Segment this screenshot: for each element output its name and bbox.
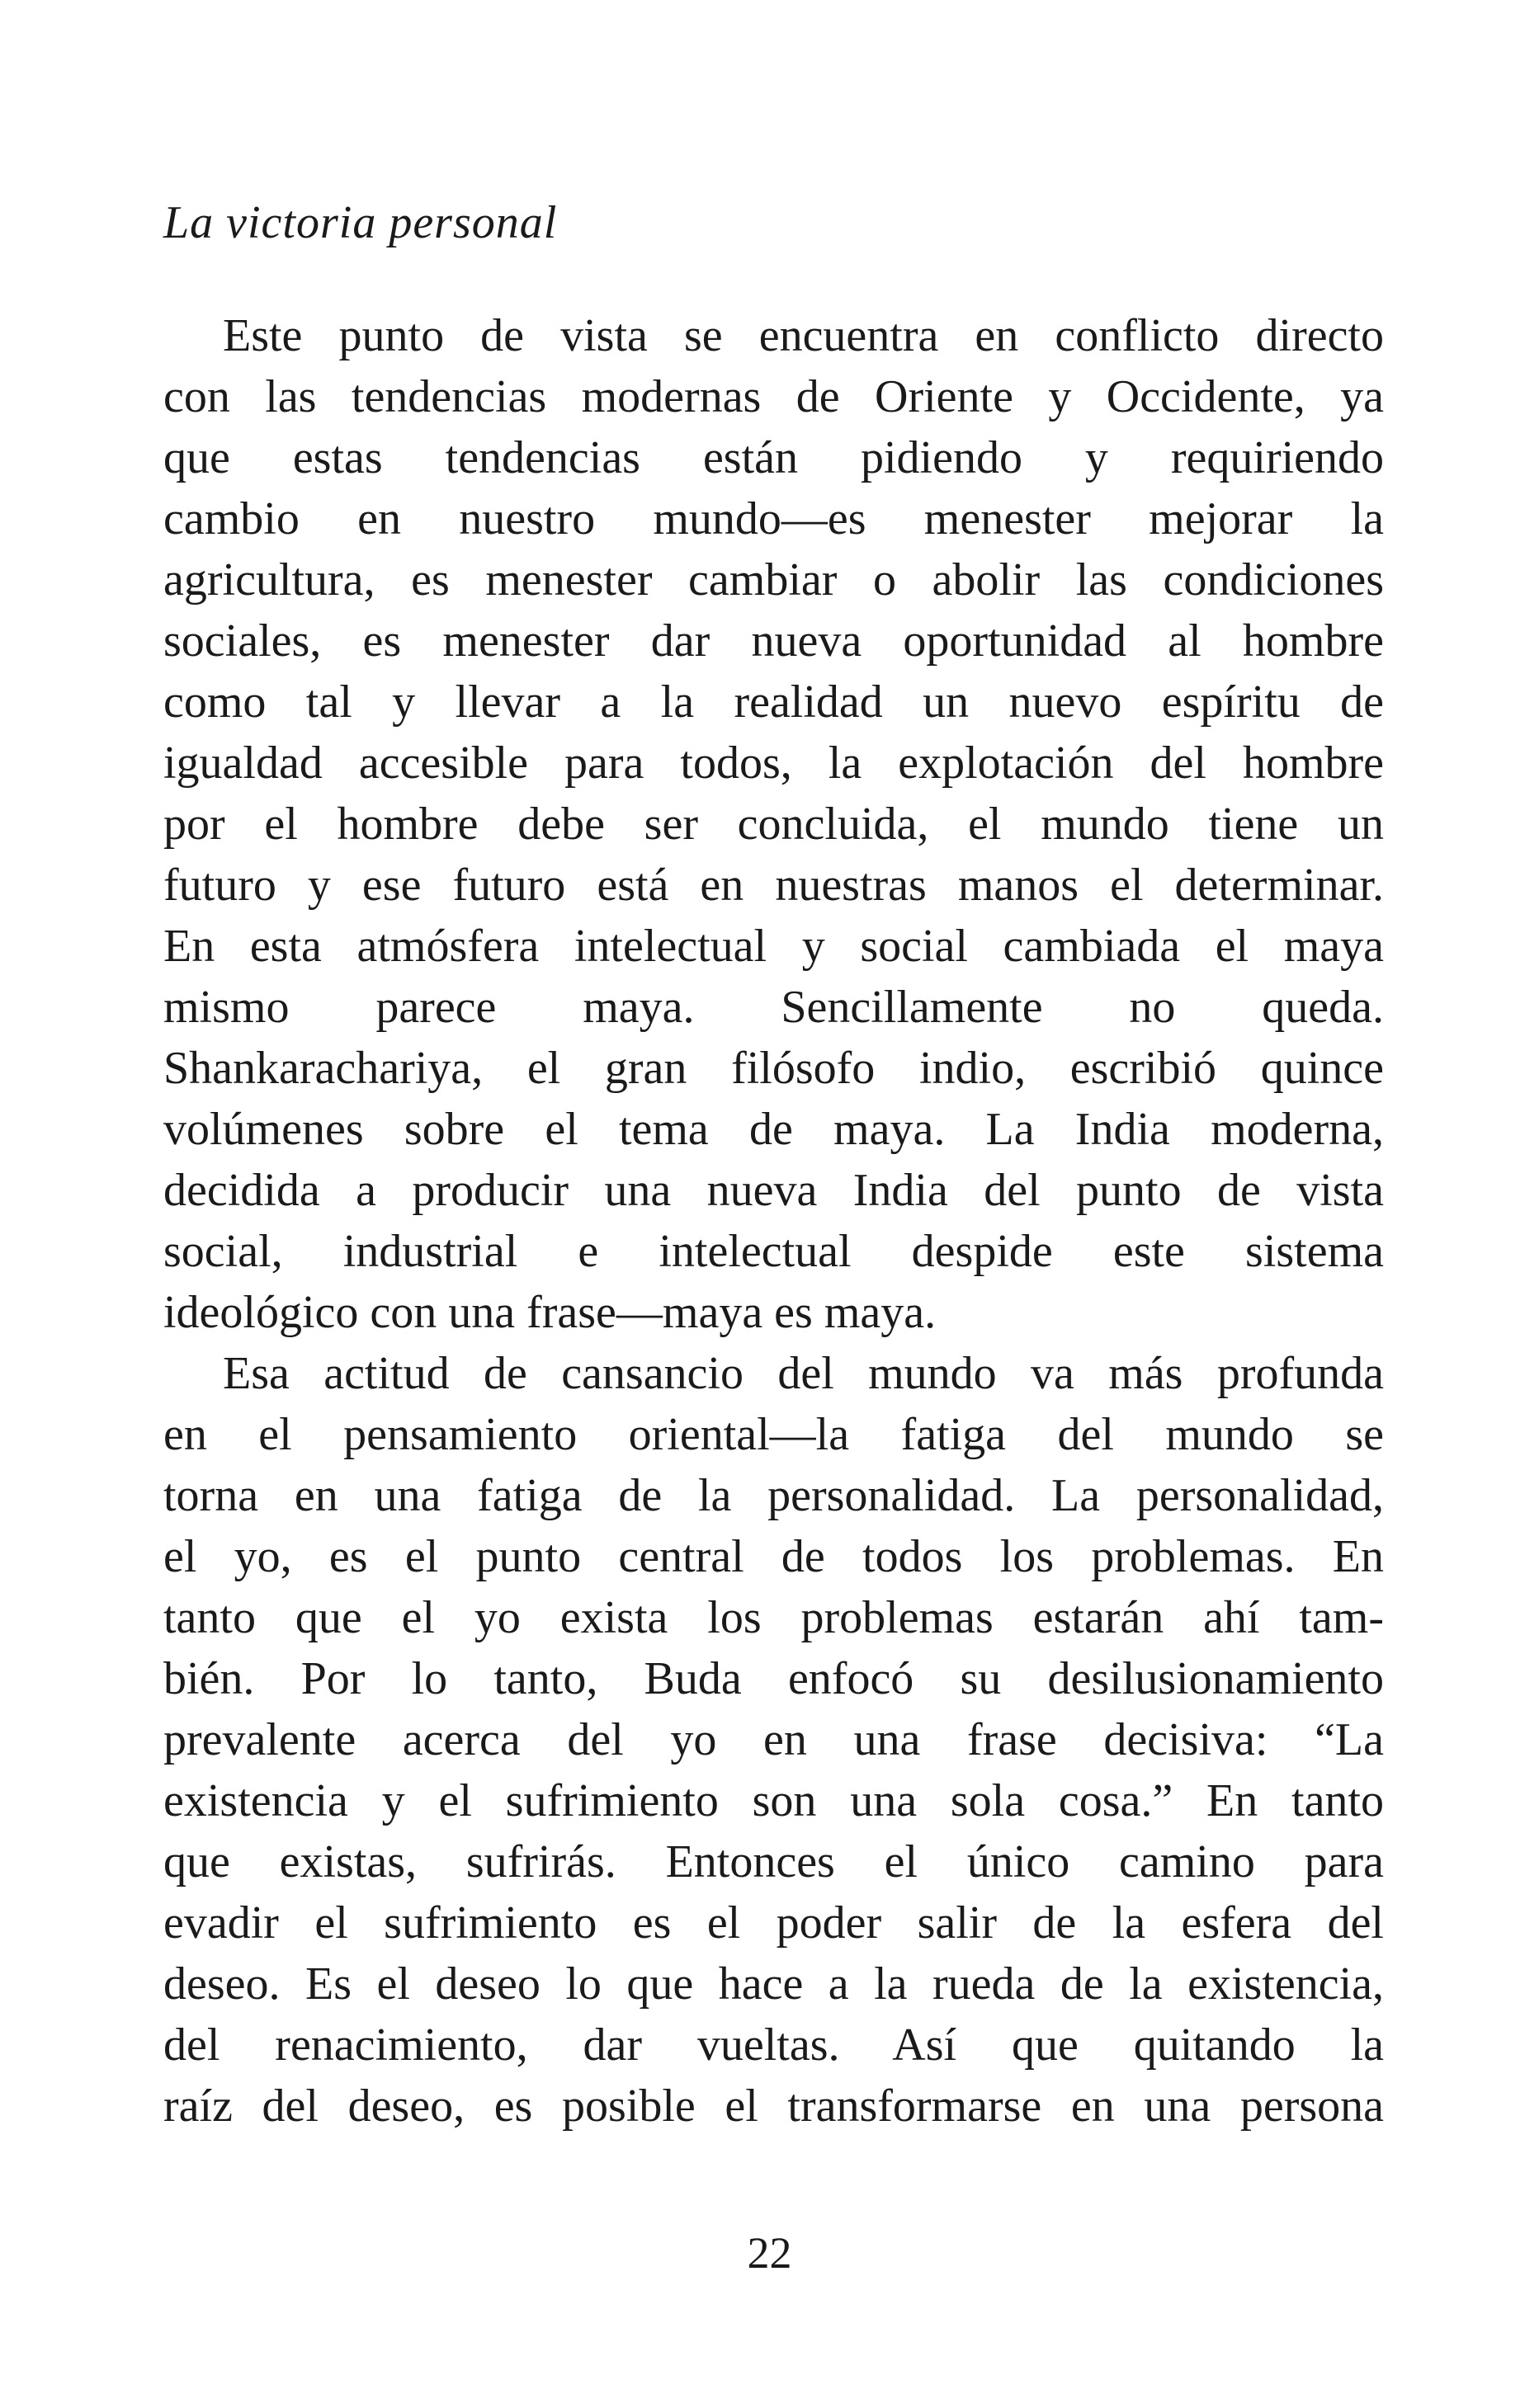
- text-line: volúmenes sobre el tema de maya. La India moderna,: [163, 1104, 1384, 1155]
- page-number: 22: [747, 2228, 792, 2278]
- text-line: el yo, es el punto central de todos los problemas. En: [163, 1531, 1384, 1582]
- text-line: mismo parece maya. Sencillamente no queda.: [163, 982, 1384, 1033]
- text-line: sociales, es menester dar nueva oportunidad al hombre: [163, 615, 1384, 667]
- text-line: del renacimiento, dar vueltas. Así que quitando la: [163, 2019, 1384, 2071]
- text-line: Este punto de vista se encuentra en conflicto directo: [223, 310, 1384, 361]
- text-line: torna en una fatiga de la personalidad. La personalidad,: [163, 1470, 1384, 1521]
- text-line: que existas, sufrirás. Entonces el único camino para: [163, 1836, 1384, 1887]
- text-line: decidida a producir una nueva India del punto de vista: [163, 1165, 1384, 1216]
- text-line: que estas tendencias están pidiendo y requiriendo: [163, 432, 1384, 483]
- text-line: agricultura, es menester cambiar o abolir las condiciones: [163, 554, 1384, 606]
- text-line: ideológico con una frase—maya es maya.: [163, 1287, 937, 1338]
- text-line: deseo. Es el deseo lo que hace a la rueda de la existencia,: [163, 1958, 1384, 2010]
- text-line: En esta atmósfera intelectual y social cambiada el maya: [163, 921, 1384, 972]
- text-line: social, industrial e intelectual despide este sistema: [163, 1226, 1384, 1277]
- text-line: Esa actitud de cansancio del mundo va más profunda: [223, 1348, 1384, 1399]
- text-line: prevalente acerca del yo en una frase decisiva: “La: [163, 1714, 1384, 1765]
- text-line: en el pensamiento oriental—la fatiga del mundo se: [163, 1409, 1384, 1460]
- text-line: futuro y ese futuro está en nuestras manos el determinar.: [163, 860, 1384, 911]
- running-head: La victoria personal: [163, 197, 558, 248]
- text-line: evadir el sufrimiento es el poder salir de la esfera del: [163, 1897, 1384, 1949]
- text-line: bién. Por lo tanto, Buda enfocó su desilusionamiento: [163, 1653, 1384, 1704]
- text-line: tanto que el yo exista los problemas estarán ahí tam-: [163, 1592, 1384, 1643]
- text-line: raíz del deseo, es posible el transformarse en una persona: [163, 2080, 1384, 2132]
- text-line: existencia y el sufrimiento son una sola cosa.” En tanto: [163, 1775, 1384, 1826]
- text-line: como tal y llevar a la realidad un nuevo espíritu de: [163, 676, 1384, 728]
- text-line: por el hombre debe ser concluida, el mundo tiene un: [163, 799, 1384, 850]
- text-line: Shankarachariya, el gran filósofo indio, escribió quince: [163, 1043, 1384, 1094]
- text-line: igualdad accesible para todos, la explotación del hombre: [163, 737, 1384, 789]
- text-line: cambio en nuestro mundo—es menester mejorar la: [163, 493, 1384, 544]
- text-line: con las tendencias modernas de Oriente y Occidente, ya: [163, 371, 1384, 422]
